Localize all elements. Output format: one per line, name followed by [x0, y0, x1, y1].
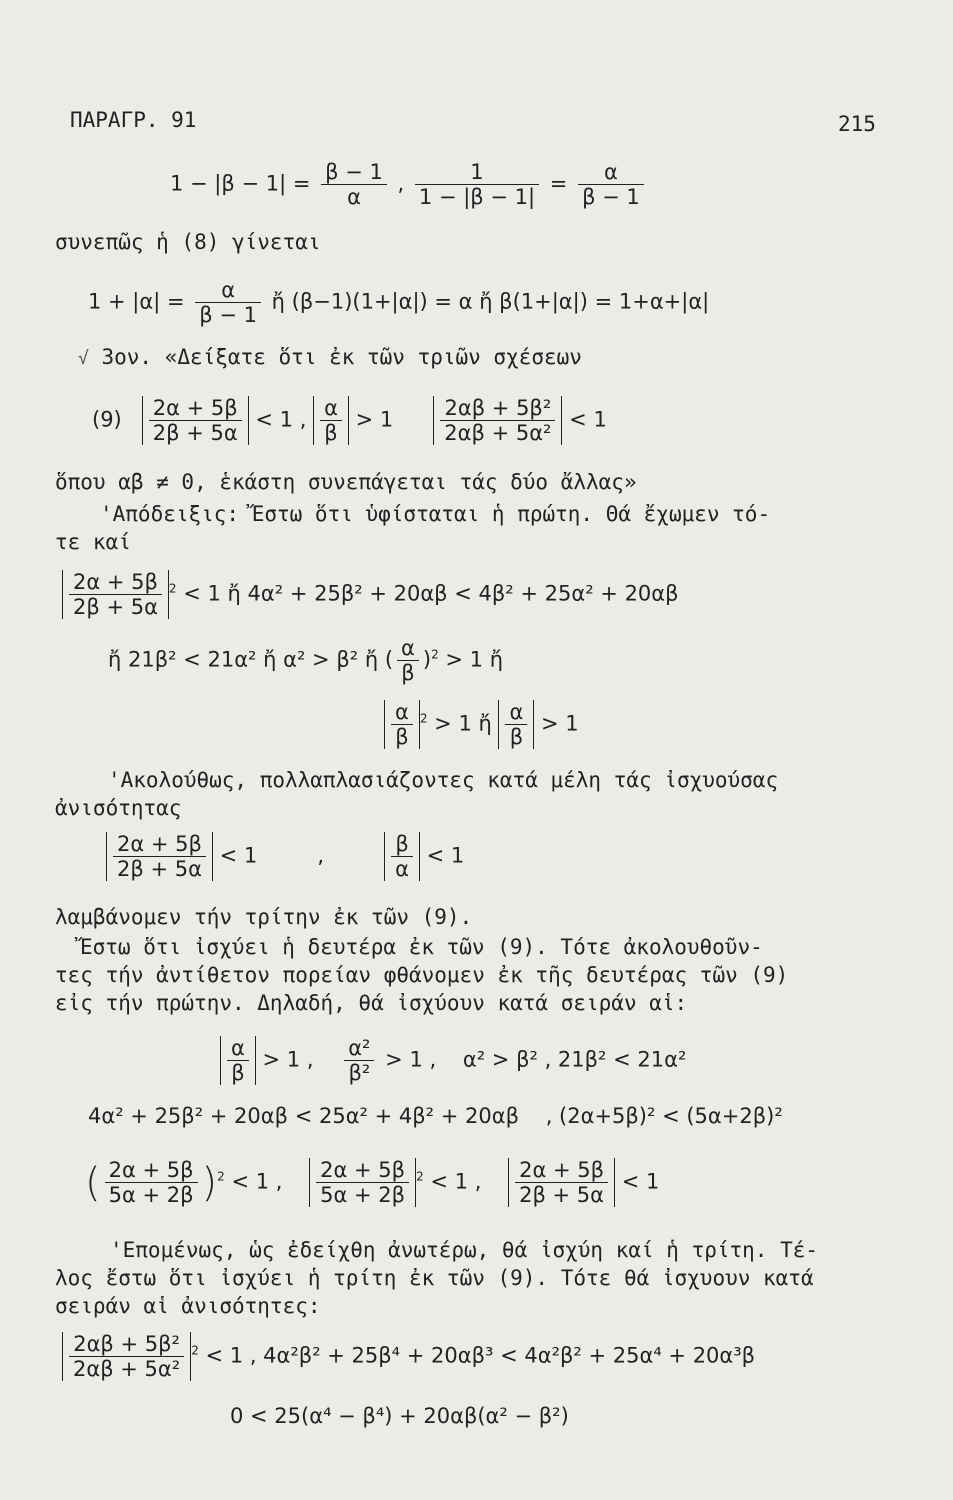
text-line: 'Απόδειξις: Ἔστω ὅτι ὑφίσταται ἡ πρώτη. Θά ἔχωμεν τό-: [100, 502, 771, 526]
text-line: λαμβάνομεν τήν τρίτην ἐκ τῶν (9).: [55, 905, 473, 929]
eq-text: ἤ 21β² < 21α² ἤ α² > β² ἤ: [108, 647, 379, 672]
text-line: 'Ακολούθως, πολλαπλασιάζοντες κατά μέλη τάς ἰσχυούσας: [108, 768, 779, 792]
eq-text: > 1: [541, 711, 579, 736]
absolute-value: $\frac{\alpha}{\beta}$: [220, 1036, 256, 1085]
eq-text: 1 + |α| =: [88, 289, 185, 314]
exponent: 2: [217, 1169, 225, 1184]
equation-line-21: ( $\frac{2\alpha + 5\beta}{5\alpha + 2\beta}$ )$^2$ < 1 , $\frac{2\alpha + 5\beta}{5\alpha + 2\beta}$ $^2$ < 1 , $\frac{2\alpha + 5\beta}{2\beta + 5\alpha}$ < 1: [85, 1158, 660, 1208]
text-line: ὅπου αβ ≠ 0, ἑκάστη συνεπάγεται τάς δύο ἄλλας»: [55, 470, 637, 494]
eq-text: ἤ (β−1)(1+|α|) = α ἤ β(1+|α|) = 1+α+|α|: [271, 289, 710, 314]
eq-text: > 1: [355, 407, 394, 432]
exponent: 2: [419, 711, 428, 726]
equation-line-11: [384, 700, 579, 749]
text-line: συνεπῶς ἡ (8) γίνεται: [55, 230, 321, 254]
eq-text: , (2α+5β)² < (5α+2β)²: [545, 1104, 783, 1128]
equation-line-25: [62, 1332, 755, 1381]
text-line: λος ἔστω ὅτι ἰσχύει ἡ τρίτη ἐκ τῶν (9). Τότε θά ἰσχυουν κατά: [55, 1266, 814, 1290]
eq-text: 1 − |β − 1| =: [170, 171, 311, 196]
equation-line-10: ἤ 21β² < 21α² ἤ α² > β² ἤ ( $\frac{\alpha}{\beta}$ )$^2$ > 1 ἤ: [108, 636, 504, 686]
eq-text: > 1 ἤ: [445, 647, 504, 672]
eq-text: < 1 , 4α²β² + 25β⁴ + 20αβ³ < 4α²β² + 25α⁴ + 20α³β: [205, 1343, 756, 1368]
check-mark-icon: √: [78, 348, 89, 369]
absolute-value: $\frac{2\alpha + 5\beta}{2\beta + 5\alpha}$: [62, 570, 169, 619]
absolute-value: $\frac{\alpha}{\beta}$: [498, 700, 534, 749]
absolute-value: $\frac{\alpha}{\beta}$: [313, 396, 349, 445]
eq-text: < 1 ἤ 4α² + 25β² + 20αβ < 4β² + 25α² + 20αβ: [183, 581, 679, 606]
eq-text: < 1: [426, 843, 465, 868]
fraction: $\frac{\alpha}{\beta}$: [397, 636, 419, 685]
equation-line-14: [106, 832, 464, 881]
absolute-value: $\frac{2\alpha + 5\beta}{2\beta + 5\alpha}$: [142, 396, 249, 445]
equation-line-9: [62, 570, 679, 619]
absolute-value: $\frac{\text{2αβ + 5β²}}{\text{2αβ + 5α²}}$: [433, 396, 562, 445]
text-line: Ἔστω ὅτι ἰσχύει ἡ δευτέρα ἐκ τῶν (9). Τότε ἀκολουθοῦν-: [80, 935, 763, 959]
equation-label: (9): [92, 407, 122, 432]
eq-text: < 1 ,: [231, 1169, 283, 1194]
exponent: 2: [431, 647, 439, 662]
fraction: $\frac{\beta - 1}{\alpha}$: [321, 160, 387, 209]
exponent: 2: [168, 581, 177, 596]
equation-line-26: 0 < 25(α⁴ − β⁴) + 20αβ(α² − β²): [230, 1404, 569, 1428]
absolute-value: $\frac{2\alpha + 5\beta}{2\beta + 5\alpha}$: [508, 1158, 615, 1207]
eq-text: < 1 ,: [430, 1169, 482, 1194]
absolute-value: $\frac{2\alpha + 5\beta}{5\alpha + 2\beta}$: [309, 1158, 416, 1207]
eq-text: > 1 ,: [385, 1047, 437, 1072]
eq-text: < 1: [219, 843, 258, 868]
exponent: 2: [191, 1343, 199, 1358]
text-line: εἰς τήν πρώτην. Δηλαδή, θά ἰσχύουν κατά σειράν αἱ:: [55, 991, 688, 1015]
page-number: 215: [838, 112, 876, 136]
fraction: $\frac{\alpha}{\beta - 1}$: [195, 278, 261, 327]
equation-line-1: [170, 160, 648, 209]
text-line: σειράν αἱ ἀνισότητες:: [55, 1294, 321, 1318]
fraction: $\frac{2\alpha + 5\beta}{5\alpha + 2\beta}$: [105, 1158, 198, 1207]
section-header: ΠΑΡΑΓΡ. 91: [70, 108, 197, 132]
equation-line-19: [220, 1036, 686, 1085]
text-line: τες τήν ἀντίθετον πορείαν φθάνομεν ἐκ τῆς δευτέρας τῶν (9): [55, 963, 789, 987]
eq-text: α² > β² , 21β² < 21α²: [462, 1047, 687, 1072]
eq-text: < 1 ,: [255, 407, 307, 432]
exponent: 2: [416, 1169, 424, 1184]
text-line: ἀνισότητας: [55, 796, 182, 820]
eq-text: < 1: [621, 1169, 660, 1194]
text-line: 'Επομένως, ὡς ἐδείχθη ἀνωτέρω, θά ἰσχύη καί ἡ τρίτη. Τέ-: [110, 1238, 819, 1262]
exercise-title: 3ον. «Δείξατε ὅτι ἐκ τῶν τριῶν σχέσεων: [101, 345, 582, 369]
fraction: $\frac{\text{α²}}{\text{β²}}$: [344, 1036, 374, 1085]
eq-text: > 1 ,: [262, 1047, 314, 1072]
exercise-heading: [78, 345, 582, 369]
absolute-value: $\frac{\beta}{\alpha}$: [384, 832, 420, 881]
relations-9: [92, 396, 607, 445]
equation-line-20: [88, 1104, 783, 1128]
eq-text: > 1 ἤ: [434, 711, 492, 736]
eq-text: =: [549, 171, 568, 196]
fraction: $\frac{\alpha}{\beta - 1}$: [578, 160, 644, 209]
absolute-value: $\frac{\text{2αβ + 5β²}}{\text{2αβ + 5α²}}$: [62, 1332, 191, 1381]
eq-text: < 1: [569, 407, 607, 432]
absolute-value: $\frac{\alpha}{\beta}$: [384, 700, 420, 749]
eq-text: 4α² + 25β² + 20αβ < 25α² + 4β² + 20αβ: [88, 1104, 519, 1128]
fraction: $\frac{1}{1 - |\beta - 1|}$: [415, 160, 539, 209]
eq-text: ,: [397, 171, 405, 196]
text-line: τε καί: [55, 530, 131, 554]
eq-text: ,: [317, 843, 325, 868]
absolute-value: $\frac{2\alpha + 5\beta}{2\beta + 5\alpha}$: [106, 832, 213, 881]
equation-line-3: [88, 278, 709, 327]
